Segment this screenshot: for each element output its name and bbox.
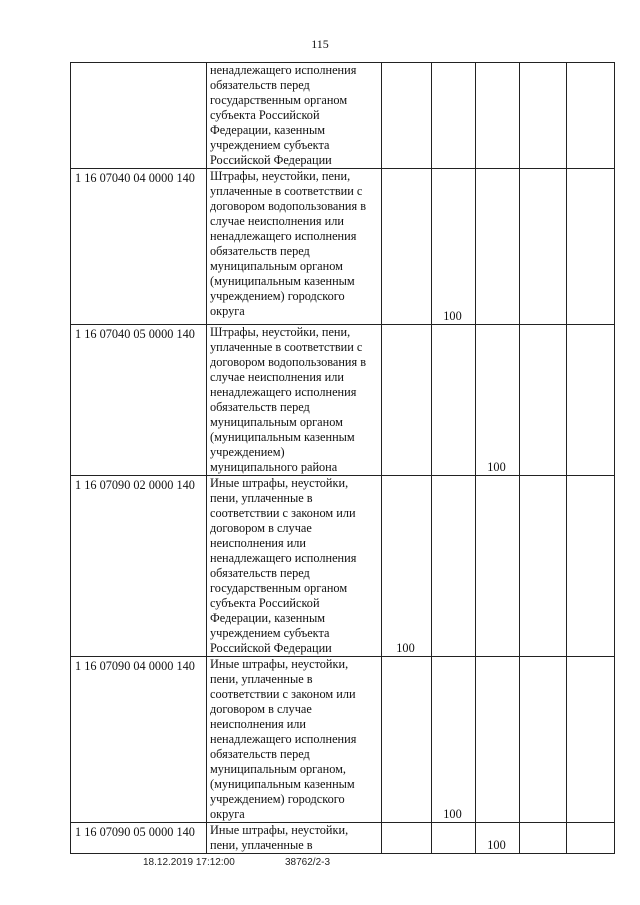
income-name-line: Штрафы, неустойки, пени, (210, 325, 351, 339)
income-name-line: соответствии с законом или (210, 506, 356, 520)
income-name-line: неисполнения или (210, 536, 307, 550)
income-name-line: учреждением субъекта (210, 626, 330, 640)
income-name-cell (207, 63, 382, 169)
income-name-cell (207, 325, 382, 476)
footer-timestamp: 18.12.2019 17:12:00 (143, 857, 235, 868)
norm-value-cell (382, 325, 432, 476)
income-name-line: Российской Федерации (210, 153, 332, 167)
income-name-line: округа (210, 304, 245, 318)
income-name-line: обязательств перед (210, 78, 310, 92)
income-name-cell (207, 169, 382, 325)
norm-value-cell (476, 476, 520, 657)
norm-value-cell (567, 823, 615, 854)
income-name-line: соответствии с законом или (210, 687, 356, 701)
income-code-cell (71, 63, 207, 169)
table-row (71, 325, 615, 476)
norm-value-cell (432, 823, 476, 854)
income-code-cell: 1 16 07090 02 0000 140 (71, 476, 207, 657)
income-name-line: случае неисполнения или (210, 370, 344, 384)
table-row (71, 169, 615, 325)
income-name-cell (207, 823, 382, 854)
income-name-line: обязательств перед (210, 244, 310, 258)
norm-value-cell (432, 63, 476, 169)
norm-value-cell (567, 476, 615, 657)
income-name-line: муниципальным органом (210, 415, 343, 429)
norm-value-cell: 100 (432, 169, 476, 325)
income-name-line: учреждением) городского (210, 289, 345, 303)
norm-value-cell (382, 823, 432, 854)
norm-value-cell (520, 476, 567, 657)
income-name-line: округа (210, 807, 245, 821)
income-name-line: уплаченные в соответствии с (210, 340, 363, 354)
income-name-line: пени, уплаченные в (210, 491, 313, 505)
income-name-line: (муниципальным казенным (210, 274, 355, 288)
income-name-line: ненадлежащего исполнения (210, 732, 357, 746)
table-row (71, 657, 615, 823)
income-name-line: Федерации, казенным (210, 123, 325, 137)
norm-value-cell: 100 (476, 325, 520, 476)
income-name-line: пени, уплаченные в (210, 838, 313, 852)
income-name-line: пени, уплаченные в (210, 672, 313, 686)
income-name-line: неисполнения или (210, 717, 307, 731)
norm-value-cell (520, 169, 567, 325)
norm-value-cell (567, 169, 615, 325)
income-name-line: учреждением) городского (210, 792, 345, 806)
income-name-line: обязательств перед (210, 747, 310, 761)
income-name-line: учреждением субъекта (210, 138, 330, 152)
table-body (71, 63, 615, 854)
norm-value-cell (382, 63, 432, 169)
income-name-line: (муниципальным казенным (210, 777, 355, 791)
income-name-line: муниципального района (210, 460, 338, 474)
income-name-line: государственным органом (210, 581, 348, 595)
norm-value-cell: 100 (476, 823, 520, 854)
income-name-line: ненадлежащего исполнения (210, 551, 357, 565)
norm-value-cell (567, 657, 615, 823)
norm-value-cell (432, 476, 476, 657)
income-name-line: Федерации, казенным (210, 611, 325, 625)
page-number: 115 (311, 37, 329, 51)
table-row (71, 823, 615, 854)
budget-table (70, 62, 615, 854)
income-name-line: договором водопользования в (210, 355, 367, 369)
table-row (71, 63, 615, 169)
norm-value-cell (520, 63, 567, 169)
income-name-line: Иные штрафы, неустойки, (210, 823, 349, 837)
income-name-line: договором в случае (210, 702, 312, 716)
norm-value-cell (476, 169, 520, 325)
income-name-line: ненадлежащего исполнения (210, 63, 357, 77)
income-name-line: государственным органом (210, 93, 348, 107)
income-name-line: уплаченные в соответствии с (210, 184, 363, 198)
income-name-line: обязательств перед (210, 400, 310, 414)
norm-value-cell: 100 (382, 476, 432, 657)
norm-value-cell (476, 657, 520, 823)
income-code-cell: 1 16 07040 04 0000 140 (71, 169, 207, 325)
norm-value-cell: 100 (432, 657, 476, 823)
norm-value-cell (432, 325, 476, 476)
norm-value-cell (382, 169, 432, 325)
income-name-line: муниципальным органом, (210, 762, 346, 776)
income-name-line: ненадлежащего исполнения (210, 229, 357, 243)
income-name-line: субъекта Российской (210, 108, 320, 122)
norm-value-cell (382, 657, 432, 823)
norm-value-cell (520, 657, 567, 823)
income-name-line: договором водопользования в (210, 199, 367, 213)
income-name-line: Иные штрафы, неустойки, (210, 476, 349, 490)
income-name-line: Штрафы, неустойки, пени, (210, 169, 351, 183)
income-name-line: Российской Федерации (210, 641, 332, 655)
norm-value-cell (520, 325, 567, 476)
income-name-line: муниципальным органом (210, 259, 343, 273)
footer-document-id: 38762/2-3 (285, 857, 331, 868)
income-name-line: ненадлежащего исполнения (210, 385, 357, 399)
norm-value-cell (520, 823, 567, 854)
income-name-cell (207, 476, 382, 657)
income-code-cell: 1 16 07090 05 0000 140 (71, 823, 207, 854)
norm-value-cell (567, 63, 615, 169)
income-name-cell (207, 657, 382, 823)
income-name-line: учреждением) (210, 445, 285, 459)
income-name-line: договором в случае (210, 521, 312, 535)
income-name-line: случае неисполнения или (210, 214, 344, 228)
income-name-line: (муниципальным казенным (210, 430, 355, 444)
income-code-cell: 1 16 07090 04 0000 140 (71, 657, 207, 823)
norm-value-cell (567, 325, 615, 476)
income-name-line: обязательств перед (210, 566, 310, 580)
income-name-line: Иные штрафы, неустойки, (210, 657, 349, 671)
table-row (71, 476, 615, 657)
income-name-line: субъекта Российской (210, 596, 320, 610)
norm-value-cell (476, 63, 520, 169)
income-code-cell: 1 16 07040 05 0000 140 (71, 325, 207, 476)
